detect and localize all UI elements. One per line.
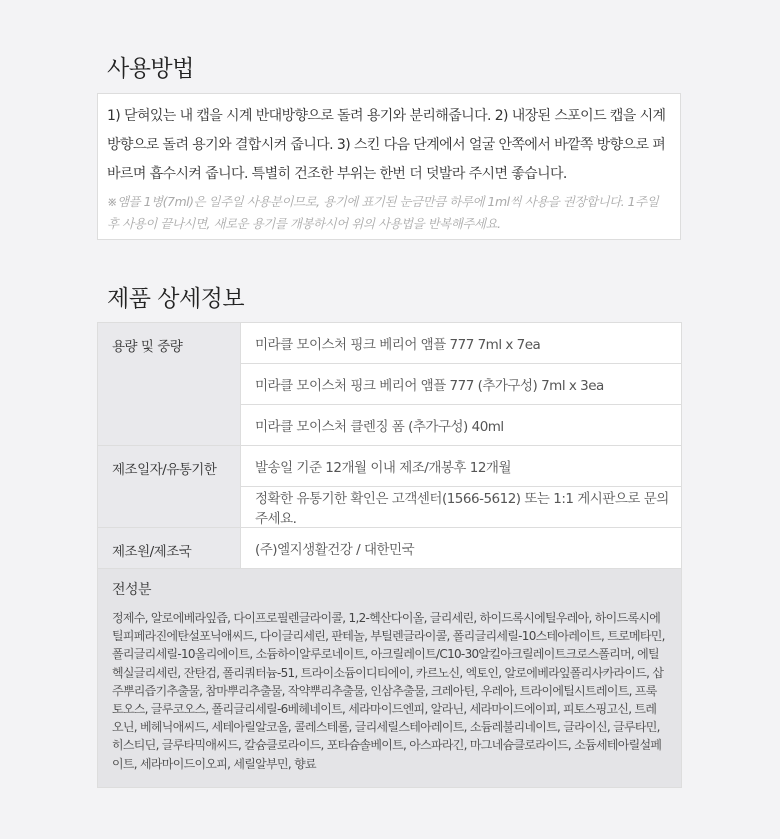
ingredients-value: 정제수, 알로에베라잎즙, 다이프로필렌글라이콜, 1,2-헥산다이올, 글리세린, 하이드록시에틸우레아, 하이드록시에틸피페라진에탄설포닉애씨드, 다이글리세린, 판테놀, 부틸렌글라이콜, 폴리글리세릴-10스테아레이트, 트로메타민, 폴리글리세릴-10올리에이트, 소듐하이알루로네이트, 아크릴레이트/C10-30알킬아크릴레이트크로스폴리머, 에틸헥실글리세린, 잔탄검, 폴리쿼터늄-51, 트라이소듐이디티에이, 카르노신, 엑토인, 알로에베라잎폴리사카라이드, 삽주뿌리즙기추출물, 참마뿌리추출물, 작약뿌리추출물, 인삼추출물, 크레아틴, 우레아, 트라이에틸시트레이트, 프룩토오스, 글루코오스, 폴리글리세릴-6베헤네이트, 세라마이드엔피, 알라닌, 세라마이드에이피, 피토스핑고신, 트레오닌, 베헤닉애씨드, 세테아릴알코올, 콜레스테롤, 글리세릴스테아레이트, 소듐레불리네이트, 글라이신, 글루타민, 히스티딘, 글루타믹애씨드, 칼슘클로라이드, 포타슘솔베이트, 아스파라긴, 마그네슘클로라이드, 소듐세테아릴설페이트, 세라마이드이오피, 세릴알부민, 향료 [112, 611, 665, 771]
usage-note: ※앰플 1병(7ml)은 일주일 사용분이므로, 용기에 표기된 눈금만큼 하루에 1ml씩 사용을 권장합니다. 1주일 후 사용이 끝나시면, 새로운 용기를 개봉하시어 위의 사용법을 반복해주세요. [107, 194, 659, 231]
capacity-label: 용량 및 중량 [98, 323, 241, 446]
ingredients-label: 전성분 [112, 582, 152, 598]
usage-instructions: 1) 닫혀있는 내 캡을 시계 반대방향으로 돌려 용기와 분리해줍니다. 2) 내장된 스포이드 캡을 시계방향으로 돌려 용기와 결합시켜 줍니다. 3) 스킨 다음 단계에서 얼굴 안쪽에서 바깥쪽 방향으로 펴 바르며 흡수시켜 줍니다. 특별히 건조한 부위는 한번 더 덧발라 주시면 좋습니다. [107, 108, 666, 182]
ingredients-cell [98, 569, 682, 788]
maker-value: (주)엘지생활건강 / 대한민국 [241, 528, 682, 569]
capacity-value: 미라클 모이스처 핑크 베리어 앰플 777 7ml x 7ea [241, 323, 682, 364]
table-row [98, 528, 682, 569]
product-detail-table [97, 322, 682, 788]
table-row [98, 446, 682, 487]
usage-section-title: 사용방법 [107, 56, 194, 82]
capacity-value: 미라클 모이스처 클렌징 폼 (추가구성) 40ml [241, 405, 682, 446]
table-row [98, 323, 682, 364]
expiry-label: 제조일자/유통기한 [98, 446, 241, 528]
maker-label: 제조원/제조국 [98, 528, 241, 569]
table-row [98, 569, 682, 788]
capacity-value: 미라클 모이스처 핑크 베리어 앰플 777 (추가구성) 7ml x 3ea [241, 364, 682, 405]
usage-box [97, 93, 681, 240]
detail-section-title: 제품 상세정보 [107, 286, 245, 312]
expiry-value: 정확한 유통기한 확인은 고객센터(1566-5612) 또는 1:1 게시판으로 문의주세요. [241, 487, 682, 528]
expiry-value: 발송일 기준 12개월 이내 제조/개봉후 12개월 [241, 446, 682, 487]
